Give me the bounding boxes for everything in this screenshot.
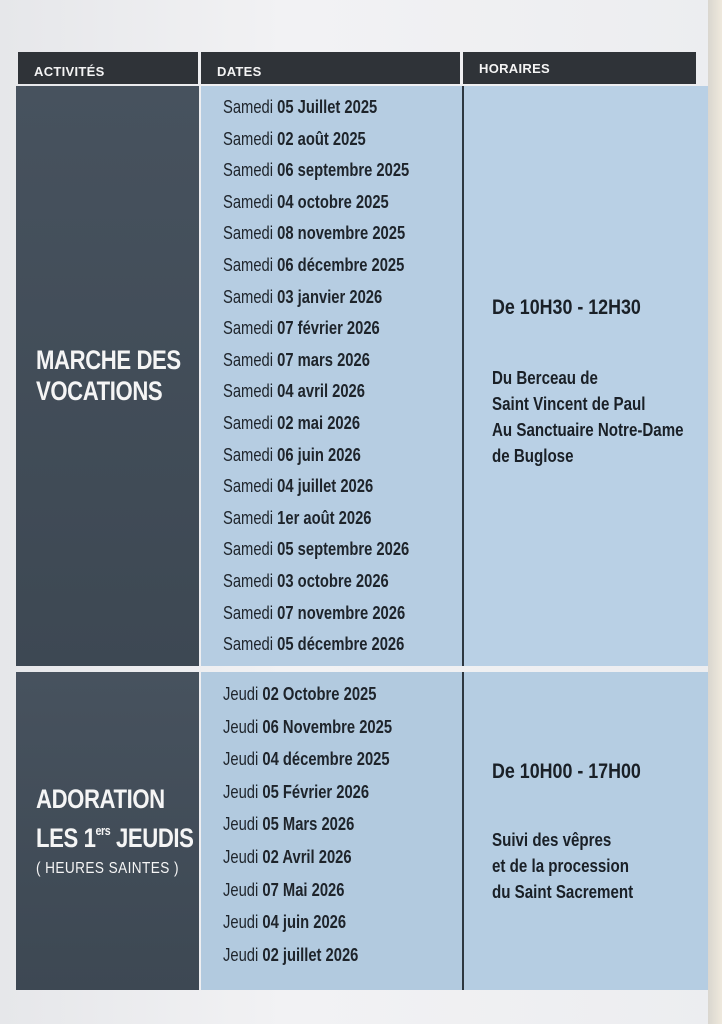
date-value: 05 décembre 2026	[277, 634, 405, 655]
section-adoration	[16, 672, 708, 990]
date-item	[223, 187, 420, 219]
header-activities: ACTIVITÉS	[18, 52, 198, 84]
header-dates: DATES	[201, 52, 460, 84]
date-weekday: Samedi	[223, 223, 274, 244]
activity-title-line2	[36, 815, 194, 854]
date-item	[223, 155, 420, 187]
date-value: 05 Février 2026	[262, 781, 370, 802]
date-weekday: Samedi	[223, 349, 274, 370]
date-weekday: Samedi	[223, 191, 274, 212]
date-item	[223, 282, 420, 314]
date-item	[223, 124, 420, 156]
date-item	[223, 629, 420, 661]
date-value: 04 octobre 2025	[277, 191, 389, 212]
date-value: 05 septembre 2026	[277, 539, 410, 560]
hours-description-line: Au Sanctuaire Notre-Dame	[492, 420, 684, 440]
date-value: 03 octobre 2026	[277, 570, 389, 591]
hours-cell	[464, 86, 708, 666]
date-value: 02 mai 2026	[277, 412, 361, 433]
date-item	[223, 808, 420, 841]
date-item	[223, 678, 420, 711]
hours-description-line: Du Berceau de	[492, 368, 598, 388]
date-value: 06 décembre 2025	[277, 254, 405, 275]
date-weekday: Samedi	[223, 254, 274, 275]
date-value: 05 Mars 2026	[262, 814, 355, 835]
date-weekday: Samedi	[223, 602, 274, 623]
hours-time: De 10H30 - 12H30	[492, 296, 641, 319]
date-value: 06 Novembre 2025	[262, 716, 393, 737]
dates-list	[201, 86, 463, 666]
date-item	[223, 598, 420, 630]
date-item	[223, 874, 420, 907]
date-weekday: Samedi	[223, 128, 274, 149]
hours-description-line: du Saint Sacrement	[492, 882, 634, 902]
date-weekday: Jeudi	[223, 814, 259, 835]
date-value: 1er août 2026	[277, 507, 372, 528]
hours-description	[492, 365, 684, 469]
date-value: 06 juin 2026	[277, 444, 361, 465]
table-header	[18, 52, 696, 84]
date-weekday: Jeudi	[223, 846, 259, 867]
date-item	[223, 906, 420, 939]
date-item	[223, 939, 420, 972]
date-item	[223, 534, 420, 566]
page-edge	[708, 0, 722, 1024]
hours-cell	[464, 672, 708, 990]
header-hours: HORAIRES	[463, 52, 696, 84]
date-item	[223, 841, 420, 874]
activity-title-line1: MARCHE DES	[36, 345, 181, 375]
date-value: 03 janvier 2026	[277, 286, 383, 307]
date-item	[223, 376, 420, 408]
activity-title-suffix: JEUDIS	[110, 823, 194, 853]
date-weekday: Samedi	[223, 476, 274, 497]
date-weekday: Samedi	[223, 286, 274, 307]
date-weekday: Jeudi	[223, 912, 259, 933]
activity-title-line2: VOCATIONS	[36, 376, 163, 406]
date-value: 05 Juillet 2025	[277, 97, 378, 117]
date-value: 04 avril 2026	[277, 381, 365, 402]
date-item	[223, 313, 420, 345]
date-value: 02 Octobre 2025	[262, 684, 377, 704]
hours-description-line: de Buglose	[492, 446, 574, 466]
date-value: 04 juillet 2026	[277, 476, 374, 497]
date-item	[223, 566, 420, 598]
date-value: 07 novembre 2026	[277, 602, 406, 623]
date-value: 02 Avril 2026	[262, 846, 352, 867]
date-item	[223, 218, 420, 250]
date-weekday: Samedi	[223, 507, 274, 528]
date-weekday: Samedi	[223, 444, 274, 465]
date-weekday: Jeudi	[223, 944, 259, 965]
date-weekday: Jeudi	[223, 749, 259, 770]
date-weekday: Samedi	[223, 381, 274, 402]
dates-list	[201, 672, 463, 990]
date-weekday: Jeudi	[223, 781, 259, 802]
activity-subtitle: ( HEURES SAINTES )	[36, 860, 179, 877]
activity-title-prefix: LES 1	[36, 823, 96, 853]
date-value: 02 juillet 2026	[262, 944, 359, 965]
hours-description-line: Saint Vincent de Paul	[492, 394, 646, 414]
date-value: 07 Mai 2026	[262, 879, 345, 900]
hours-description	[492, 827, 633, 905]
date-weekday: Samedi	[223, 634, 274, 655]
activity-cell	[16, 86, 199, 666]
date-value: 02 août 2025	[277, 128, 366, 149]
activity-cell	[16, 672, 199, 990]
date-item	[223, 711, 420, 744]
date-weekday: Samedi	[223, 318, 274, 339]
date-weekday: Samedi	[223, 97, 274, 117]
hours-description-line: et de la procession	[492, 856, 629, 876]
activity-title-sup: ers	[95, 823, 111, 838]
hours-time: De 10H00 - 17H00	[492, 760, 641, 783]
date-value: 04 décembre 2025	[262, 749, 390, 770]
date-item	[223, 92, 420, 124]
date-weekday: Samedi	[223, 570, 274, 591]
date-weekday: Samedi	[223, 160, 274, 181]
date-weekday: Jeudi	[223, 716, 259, 737]
date-value: 04 juin 2026	[262, 912, 347, 933]
date-value: 08 novembre 2025	[277, 223, 406, 244]
section-marche-des-vocations	[16, 86, 708, 666]
date-item	[223, 250, 420, 282]
date-item	[223, 345, 420, 377]
activity-title-line1: ADORATION	[36, 784, 165, 814]
date-value: 07 février 2026	[277, 318, 380, 339]
date-weekday: Jeudi	[223, 879, 259, 900]
date-item	[223, 503, 420, 535]
date-item	[223, 743, 420, 776]
date-weekday: Samedi	[223, 412, 274, 433]
date-value: 06 septembre 2025	[277, 160, 410, 181]
date-weekday: Samedi	[223, 539, 274, 560]
date-item	[223, 776, 420, 809]
date-weekday: Jeudi	[223, 684, 259, 704]
date-item	[223, 471, 420, 503]
hours-description-line: Suivi des vêpres	[492, 830, 612, 850]
date-item	[223, 440, 420, 472]
date-value: 07 mars 2026	[277, 349, 370, 370]
date-item	[223, 408, 420, 440]
